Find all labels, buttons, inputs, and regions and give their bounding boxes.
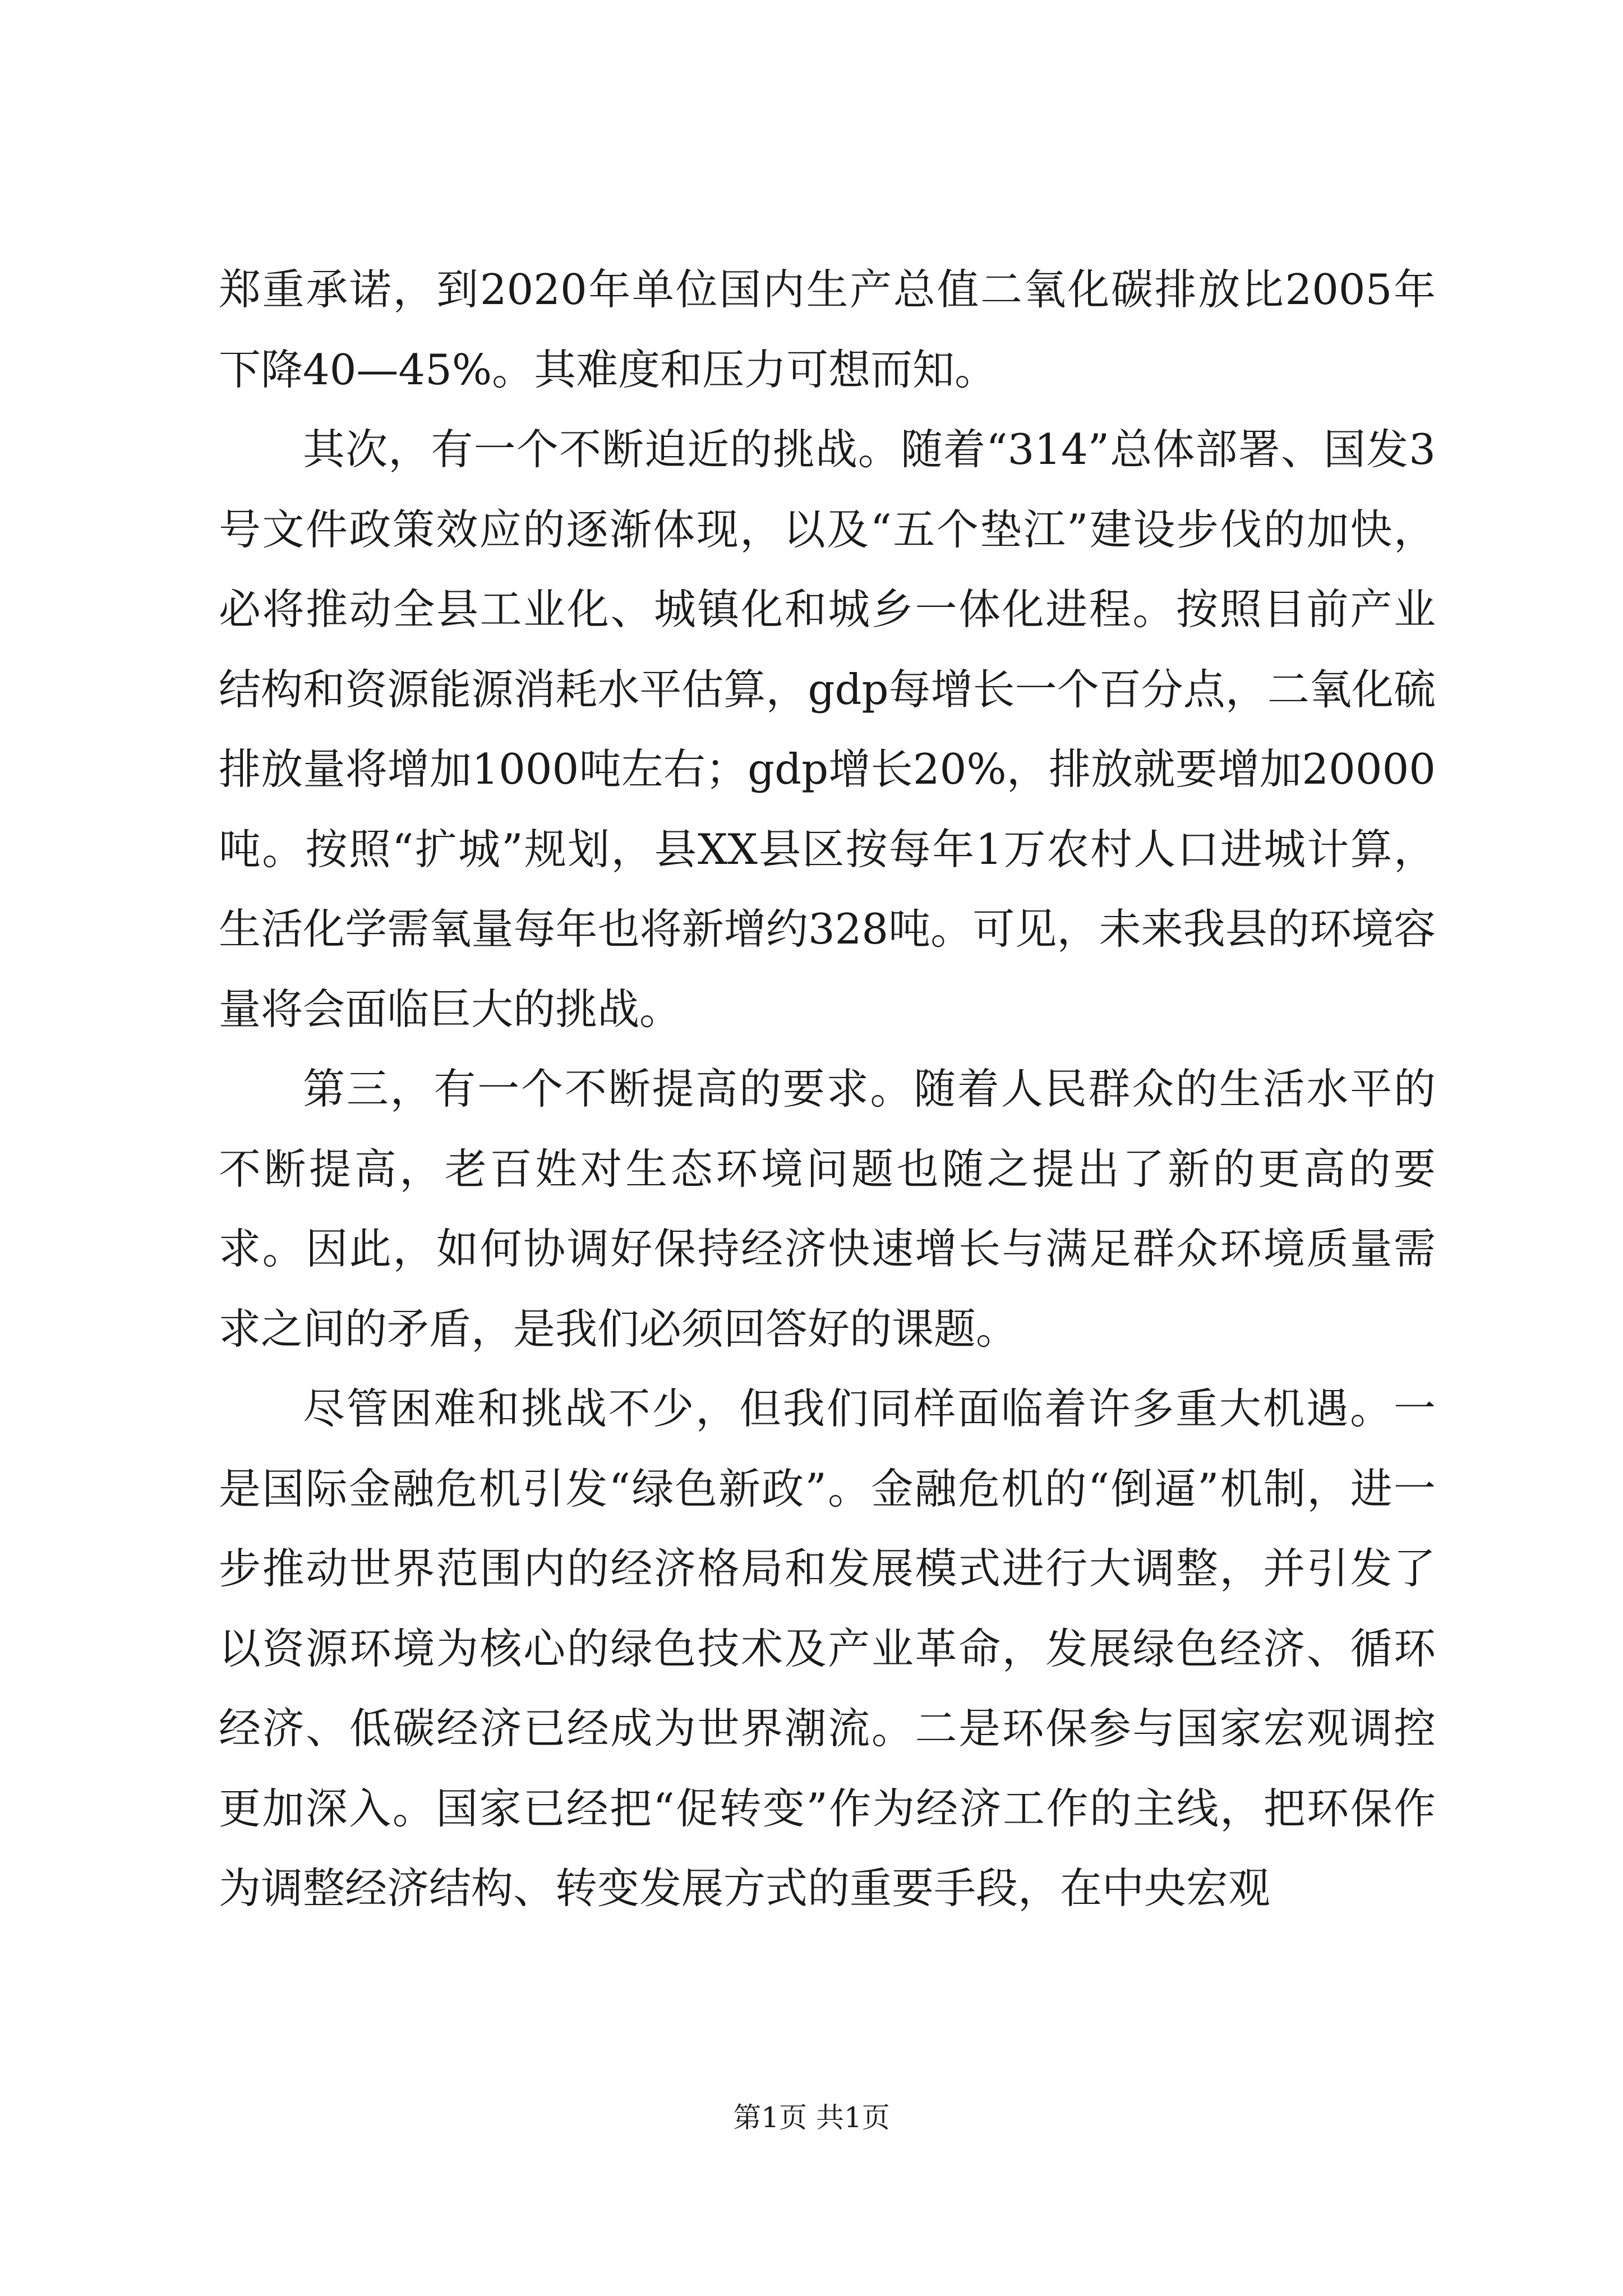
page-footer: 第1页 共1页 <box>733 2101 890 2134</box>
paragraph-third-requirement: 第三，有一个不断提高的要求。随着人民群众的生活水平的不断提高，老百姓对生态环境问题也随之提出了新的更高的要求。因此，如何协调好保持经济快速增长与满足群众环境质量需求之间的矛盾，是我们必须回答好的课题。 <box>219 1064 1436 1354</box>
paragraph-continuation: 郑重承诺，到2020年单位国内生产总值二氧化碳排放比2005年下降40—45%。其难度和压力可想而知。 <box>219 265 1436 394</box>
paragraph-opportunities: 尽管困难和挑战不少，但我们同样面临着许多重大机遇。一是国际金融危机引发“绿色新政”。金融危机的“倒逼”机制，进一步推动世界范围内的经济格局和发展模式进行大调整，并引发了以资源环境为核心的绿色技术及产业革命，发展绿色经济、循环经济、低碳经济已经成为世界潮流。二是环保参与国家宏观调控更加深入。国家已经把“促转变”作为经济工作的主线，把环保作为调整经济结构、转变发展方式的重要手段，在中央宏观 <box>219 1384 1436 1913</box>
document-body <box>219 250 1436 1929</box>
paragraph-second-challenge: 其次，有一个不断迫近的挑战。随着“314”总体部署、国发3号文件政策效应的逐渐体现，以及“五个垫江”建设步伐的加快，必将推动全县工业化、城镇化和城乡一体化进程。按照目前产业结构和资源能源消耗水平估算，gdp每增长一个百分点，二氧化硫排放量将增加1000吨左右；gdp增长20%，排放就要增加20000吨。按照“扩城”规划，县XX县区按每年1万农村人口进城计算，生活化学需氧量每年也将新增约328吨。可见，未来我县的环境容量将会面临巨大的挑战。 <box>219 425 1436 1034</box>
